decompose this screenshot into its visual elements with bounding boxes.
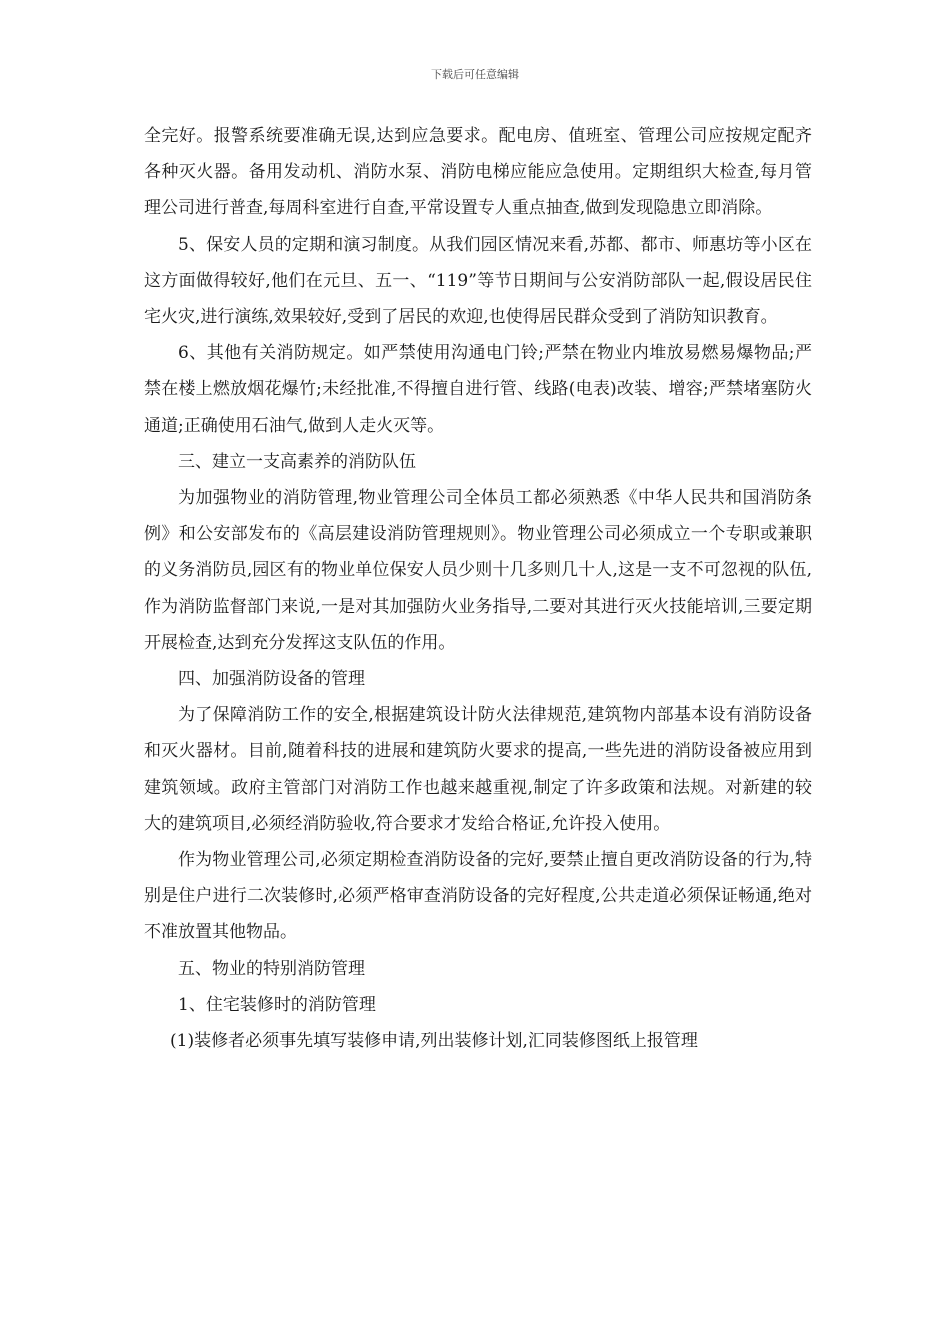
paragraph-item-6: 6、其他有关消防规定。如严禁使用沟通电门铃;严禁在物业内堆放易燃易爆物品;严禁在楼上燃放烟花爆竹;未经批准,不得擅自进行管、线路(电表)改装、增容;严禁堵塞防火通道;正确使用石油气,做到人走火灭等。 <box>144 343 812 436</box>
page-header: 下载后可任意编辑 <box>431 68 519 81</box>
paragraph-continuation: 全完好。报警系统要准确无误,达到应急要求。配电房、值班室、管理公司应按规定配齐各种灭火器。备用发动机、消防水泵、消防电梯应能应急使用。定期组织大检查,每月管理公司进行普查,每周科室进行自查,平常设置专人重点抽查,做到发现隐患立即消除。 <box>144 126 812 219</box>
paragraph-section-3: 为加强物业的消防管理,物业管理公司全体员工都必须熟悉《中华人民共和国消防条例》和公安部发布的《高层建设消防管理规则》。物业管理公司必须成立一个专职或兼职的义务消防员,园区有的物业单位保安人员少则十几多则几十人,这是一支不可忽视的队伍,作为消防监督部门来说,一是对其加强防火业务指导,二要对其进行灭火技能培训,三要定期开展检查,达到充分发挥这支队伍的作用。 <box>144 488 812 653</box>
paragraph-5-1-item-1: (1)装修者必须事先填写装修申请,列出装修计划,汇同装修图纸上报管理 <box>170 1031 698 1052</box>
document-body <box>144 118 812 1059</box>
section-heading-3: 三、建立一支高素养的消防队伍 <box>178 451 416 472</box>
paragraph-item-5: 5、保安人员的定期和演习制度。从我们园区情况来看,苏都、都市、师惠坊等小区在这方面做得较好,他们在元旦、五一、“119”等节日期间与公安消防部队一起,假设居民住宅火灾,进行演练,效果较好,受到了居民的欢迎,也使得居民群众受到了消防知识教育。 <box>144 234 812 328</box>
paragraph-section-4-b: 作为物业管理公司,必须定期检查消防设备的完好,要禁止擅自更改消防设备的行为,特别是住户进行二次装修时,必须严格审查消防设备的完好程度,公共走道必须保证畅通,绝对不准放置其他物品。 <box>144 850 812 943</box>
paragraph-section-4-a: 为了保障消防工作的安全,根据建筑设计防火法律规范,建筑物内部基本设有消防设备和灭火器材。目前,随着科技的进展和建筑防火要求的提高,一些先进的消防设备被应用到建筑领域。政府主管部门对消防工作也越来越重视,制定了许多政策和法规。对新建的较大的建筑项目,必须经消防验收,符合要求才发给合格证,允许投入使用。 <box>144 705 812 834</box>
section-heading-4: 四、加强消防设备的管理 <box>178 669 365 690</box>
subheading-5-1: 1、住宅装修时的消防管理 <box>178 994 376 1015</box>
section-heading-5: 五、物业的特别消防管理 <box>178 958 365 979</box>
